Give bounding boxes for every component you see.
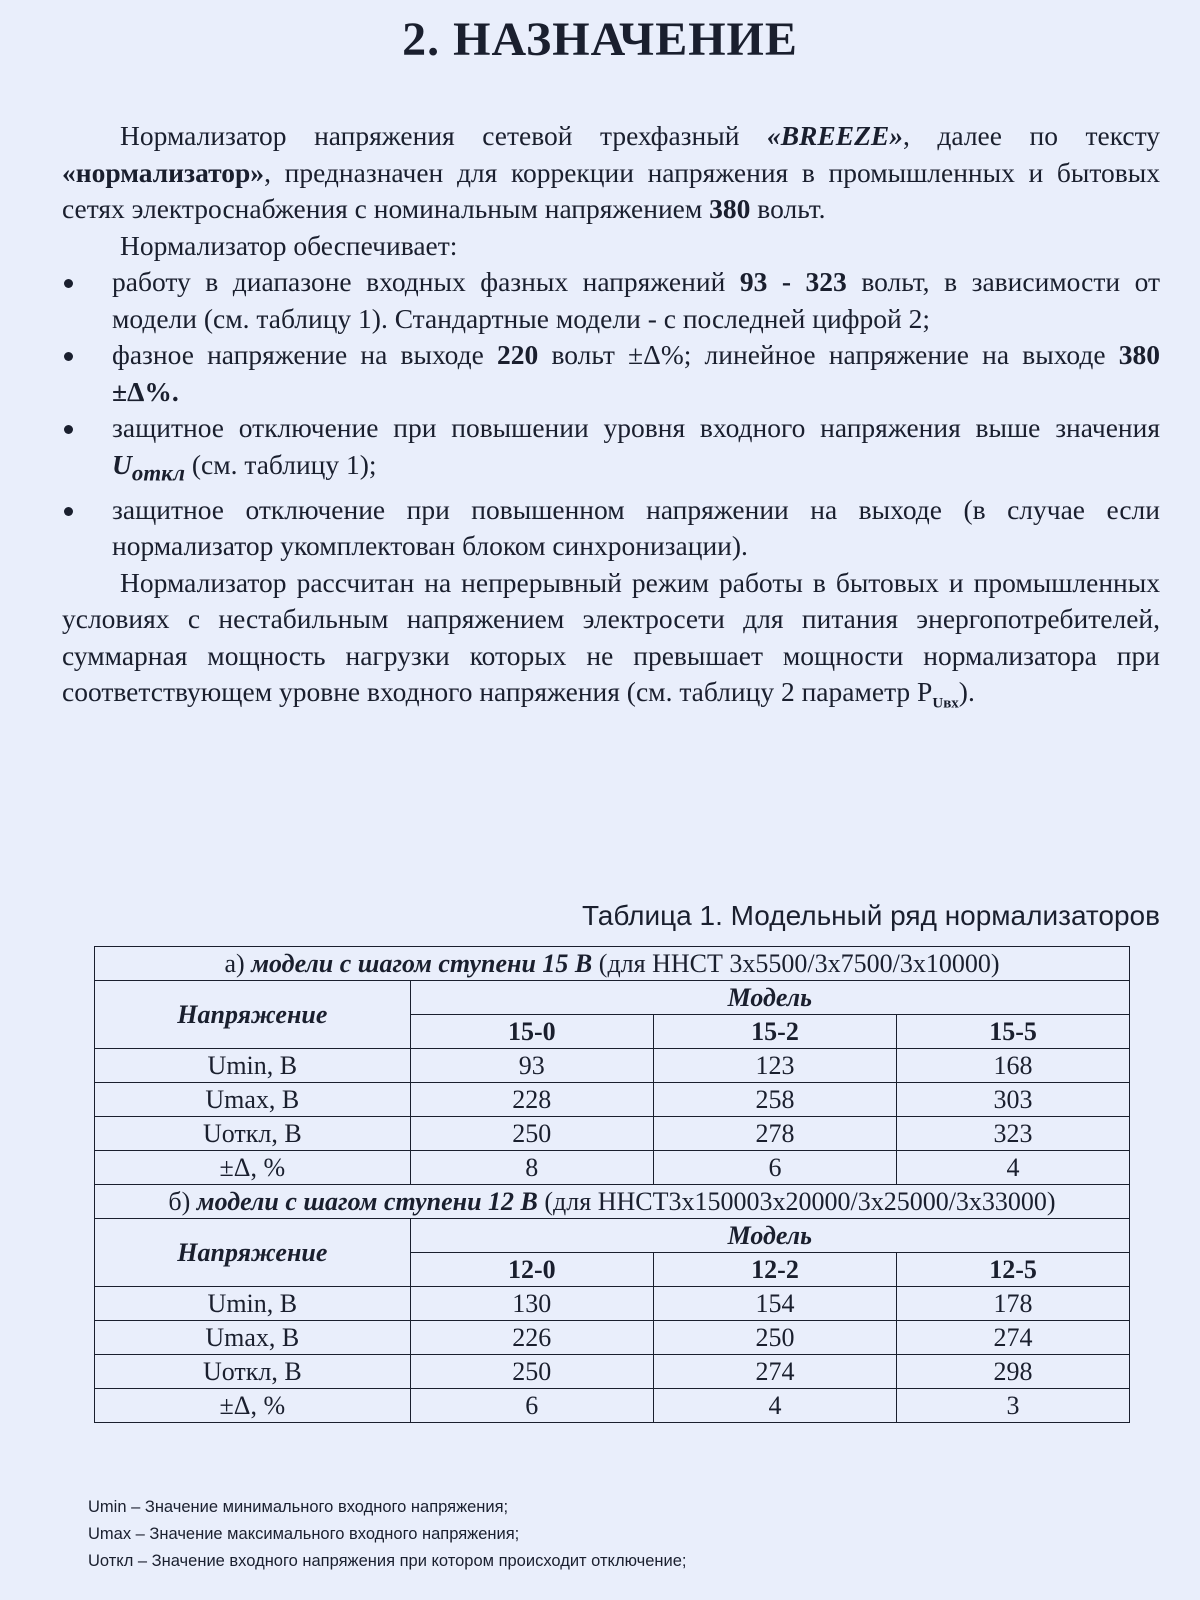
u-symbol: U <box>112 448 132 480</box>
table-cell: 258 <box>653 1083 896 1117</box>
section-b-prefix: б) <box>168 1186 197 1216</box>
operation-paragraph <box>62 565 1160 723</box>
table-cell: 274 <box>653 1355 896 1389</box>
table-cell: 274 <box>897 1321 1130 1355</box>
brand-name: «BREEZE» <box>766 120 903 151</box>
output-phase-voltage: 220 <box>497 339 539 370</box>
features-list <box>62 264 1160 565</box>
intro-text-3: , предназначен для коррекции напряжения в промышленных и бытовых сетях электроснабжения с номинальным напряжением <box>62 156 1160 224</box>
model-name: 12-5 <box>897 1253 1130 1287</box>
power-subscript: Uвх <box>932 695 959 712</box>
row-label: Umax, В <box>95 1321 411 1355</box>
table-cell: 250 <box>653 1321 896 1355</box>
body-text <box>62 118 1160 722</box>
model-name: 12-0 <box>410 1253 653 1287</box>
table-cell: 250 <box>410 1355 653 1389</box>
section-a-title <box>95 947 1130 981</box>
table-row <box>95 1287 1130 1321</box>
row-label: Umax, В <box>95 1083 411 1117</box>
footnote-umin: Umin – Значение минимального входного напряжения; <box>88 1498 509 1516</box>
table-row <box>95 1219 1130 1253</box>
section-b-heading: модели с шагом ступени 12 В <box>196 1186 538 1216</box>
alias-name: «нормализатор» <box>62 156 265 188</box>
table-row <box>95 947 1130 981</box>
row-label: Uоткл, В <box>95 1117 411 1151</box>
table-row <box>95 1389 1130 1423</box>
intro-paragraph <box>62 118 1160 228</box>
list-item <box>62 410 1160 492</box>
section-a-heading: модели с шагом ступени 15 В <box>251 948 593 978</box>
table-cell: 226 <box>410 1321 653 1355</box>
table-cell: 8 <box>410 1151 653 1185</box>
table-cell: 250 <box>410 1117 653 1151</box>
table-cell: 323 <box>897 1117 1130 1151</box>
header-model: Модель <box>410 1219 1129 1253</box>
model-table <box>94 946 1130 1423</box>
section-b-title <box>95 1185 1130 1219</box>
table-row <box>95 1117 1130 1151</box>
model-name: 15-2 <box>653 1015 896 1049</box>
table-caption: Таблица 1. Модельный ряд нормализаторов <box>581 900 1160 931</box>
table-row <box>95 1151 1130 1185</box>
row-label: ±Δ, % <box>95 1389 411 1423</box>
footnotes <box>88 1494 1168 1575</box>
section-b-note: (для ННСТ3х150003х20000/3х25000/3х33000) <box>537 1186 1056 1216</box>
table-cell: 228 <box>410 1083 653 1117</box>
table-cell: 3 <box>897 1389 1130 1423</box>
bullet-2-text-2: вольт ±Δ%; линейное напряжение на выходе <box>538 339 1119 370</box>
table-row <box>95 981 1130 1015</box>
bullet-2-text-1: фазное напряжение на выходе <box>112 339 498 370</box>
intro-text-4: вольт. <box>750 193 826 224</box>
model-name: 12-2 <box>653 1253 896 1287</box>
row-label: Umin, В <box>95 1287 411 1321</box>
list-item <box>62 264 1160 337</box>
table-cell: 130 <box>410 1287 653 1321</box>
bullet-3-text-2: (см. таблицу 1); <box>184 448 377 480</box>
bullet-4-text-1: защитное отключение при повышенном напряжении на выходе (в случае если нормализатор укомплектован блоком синхронизации). <box>112 493 1160 561</box>
list-item <box>62 492 1160 565</box>
section-a-prefix: а) <box>224 948 252 978</box>
table-cell: 4 <box>653 1389 896 1423</box>
output-line-voltage: 380 ±Δ%. <box>112 339 1161 407</box>
model-name: 15-5 <box>897 1015 1130 1049</box>
table-cell: 123 <box>653 1049 896 1083</box>
table-cell: 168 <box>897 1049 1130 1083</box>
intro-text-2: , далее по тексту <box>902 120 1160 151</box>
footnote-umax: Umax – Значение максимального входного напряжения; <box>88 1525 520 1543</box>
footnote-uotkl: Uоткл – Значение входного напряжения при котором происходит отключение; <box>88 1552 687 1570</box>
header-voltage: Напряжение <box>95 981 411 1049</box>
header-model: Модель <box>410 981 1129 1015</box>
table-cell: 278 <box>653 1117 896 1151</box>
row-label: Umin, В <box>95 1049 411 1083</box>
u-subscript: откл <box>131 460 185 485</box>
table-row <box>95 1321 1130 1355</box>
bullet-3-text-1: защитное отключение при повышении уровня входного напряжения выше значения <box>112 412 1160 443</box>
row-label: Uоткл, В <box>95 1355 411 1389</box>
operation-text-1: Нормализатор рассчитан на непрерывный режим работы в бытовых и промышленных условиях с нестабильным напряжением электросети для питания энергопотребителей, суммарная мощность нагрузки которых не превышает мощности нормализатора при соответствующем уровне входного напряжения (см. таблицу 2 параметр P <box>62 566 1160 707</box>
table-cell: 6 <box>653 1151 896 1185</box>
model-name: 15-0 <box>410 1015 653 1049</box>
nominal-voltage: 380 <box>709 193 751 224</box>
header-voltage: Напряжение <box>95 1219 411 1287</box>
row-label: ±Δ, % <box>95 1151 411 1185</box>
table-row <box>95 1355 1130 1389</box>
input-range: 93 - 323 <box>739 266 847 297</box>
section-title: 2. НАЗНАЧЕНИЕ <box>402 13 798 66</box>
operation-text-2: ). <box>958 676 975 707</box>
table-cell: 178 <box>897 1287 1130 1321</box>
bullet-1-text-2: вольт, в зависимости от модели (см. таблицу 1). Стандартные модели - с последней цифрой 2; <box>112 266 1160 334</box>
models-table <box>94 946 1130 1423</box>
table-row <box>95 1049 1130 1083</box>
table-cell: 154 <box>653 1287 896 1321</box>
provides-heading: Нормализатор обеспечивает: <box>120 229 458 261</box>
list-item <box>62 337 1160 410</box>
bullet-1-text-1: работу в диапазоне входных фазных напряжений <box>112 266 740 297</box>
table-cell: 303 <box>897 1083 1130 1117</box>
table-cell: 6 <box>410 1389 653 1423</box>
intro-text-1: Нормализатор напряжения сетевой трехфазный <box>120 120 767 151</box>
table-row <box>95 1185 1130 1219</box>
table-cell: 298 <box>897 1355 1130 1389</box>
section-a-note: (для ННСТ 3х5500/3х7500/3х10000) <box>592 948 1000 978</box>
table-cell: 4 <box>897 1151 1130 1185</box>
table-cell: 93 <box>410 1049 653 1083</box>
table-row <box>95 1083 1130 1117</box>
